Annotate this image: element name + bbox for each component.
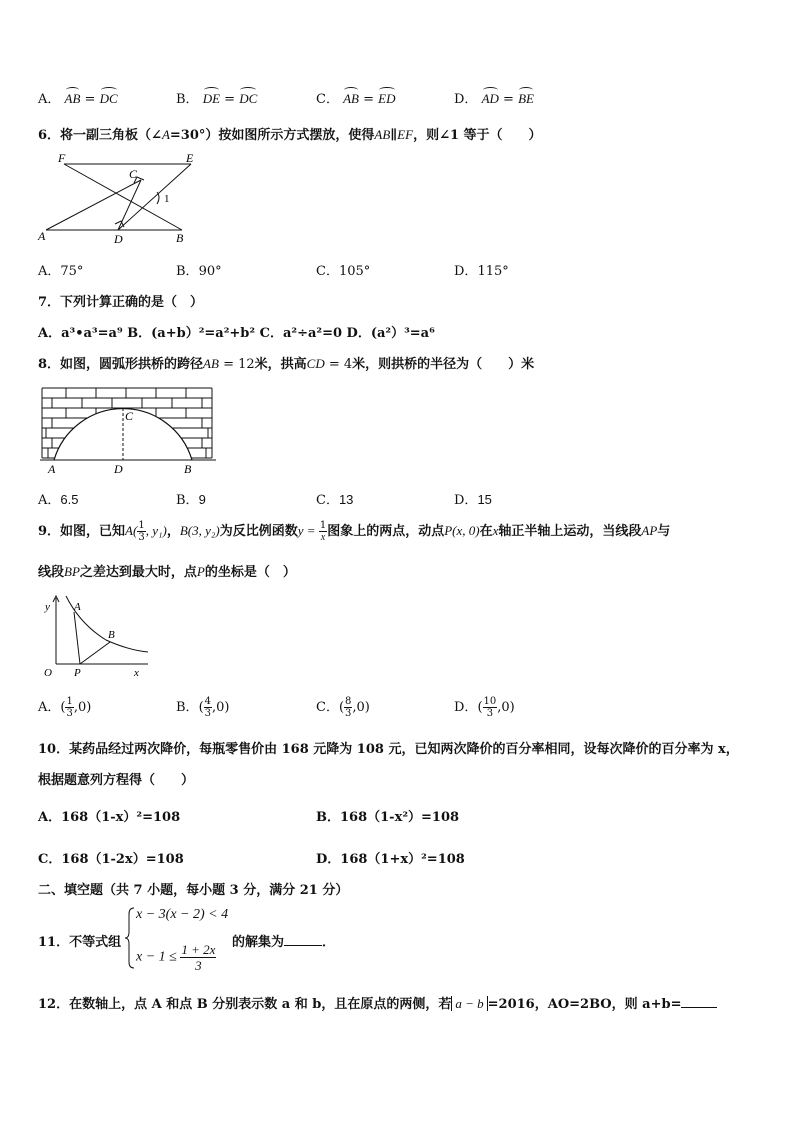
math-var: A xyxy=(161,127,170,142)
q5-option-c[interactable]: C． AB = ED xyxy=(316,91,396,107)
option-text: 168（1-x²）=108 xyxy=(340,810,460,825)
stem-text: 图象上的两点，动点 xyxy=(327,524,445,539)
arc-lhs: AB xyxy=(343,91,359,106)
label-c: C xyxy=(129,167,138,181)
option-text: 115° xyxy=(477,264,509,279)
label-d: D xyxy=(114,232,123,246)
option-label: B． xyxy=(176,700,199,715)
fraction xyxy=(137,520,145,543)
q10-option-a[interactable] xyxy=(38,806,180,825)
frac-num: 1 xyxy=(66,696,73,707)
option-label: B． xyxy=(176,264,199,279)
arc-rhs: DC xyxy=(239,91,258,106)
math-var: EF xyxy=(397,127,414,142)
label-b: B xyxy=(184,462,192,476)
q8-option-c[interactable] xyxy=(316,489,353,508)
math-var: AB xyxy=(374,127,391,142)
option-label: A． xyxy=(38,264,61,279)
q11-suffix xyxy=(232,931,335,950)
q7-stem: 7．下列计算正确的是（ ） xyxy=(38,295,204,310)
frac-num: 1 + 2x xyxy=(181,942,216,957)
arc-rhs: BE xyxy=(518,91,534,106)
option-label: B． xyxy=(176,493,199,508)
q6-option-b[interactable] xyxy=(176,260,222,279)
q10-stem-line2: 根据题意列方程得（ ） xyxy=(38,773,195,788)
label-p: P xyxy=(74,667,81,679)
option-label: D． xyxy=(454,493,478,508)
label-a: A xyxy=(38,229,46,243)
coord-tail: ,0) xyxy=(497,700,515,715)
label-f: F xyxy=(58,151,66,165)
q9-option-c[interactable]: C．( $\frac{8}{3}$ ,0) xyxy=(316,696,370,719)
stem-text: 轴正半轴上运动，当线段 xyxy=(498,524,642,539)
coord-tail: ,0) xyxy=(352,700,370,715)
stem-text: 的坐标是（ ） xyxy=(204,565,296,580)
label-y: y xyxy=(45,601,50,613)
stem-text: 线段 xyxy=(38,565,65,580)
q8-option-d[interactable] xyxy=(454,489,492,508)
label-x: x xyxy=(134,667,139,679)
brace-icon xyxy=(124,906,136,970)
arc-lhs: AB xyxy=(64,91,81,106)
option-label: D． xyxy=(454,264,478,279)
q5-option-a[interactable]: A． AB = DC xyxy=(38,91,118,107)
q5-option-b[interactable]: B． DE = DC xyxy=(176,91,258,107)
math-var: AB xyxy=(203,356,219,371)
stem-text: 米，拱高 xyxy=(254,357,307,372)
q12-stem xyxy=(38,993,717,1012)
q9-option-b[interactable]: B．( $\frac{4}{3}$ ,0) xyxy=(176,696,230,719)
stem-text: 8．如图，圆弧形拱桥的跨径 xyxy=(38,357,204,372)
frac-den: 3 xyxy=(138,532,145,543)
option-label: C． xyxy=(316,493,339,508)
stem-text: 在 xyxy=(479,524,493,539)
stem-text: =2016，AO=2BO，则 a+b= xyxy=(487,997,682,1012)
frac-num: 1 xyxy=(319,520,327,531)
option-label: C． xyxy=(316,264,339,279)
frac-den: x xyxy=(320,532,326,543)
math-var: x xyxy=(492,523,499,538)
option-label: B． xyxy=(316,810,340,825)
option-label: A． xyxy=(38,92,61,107)
stem-text: 之差达到最大时，点 xyxy=(79,565,197,580)
math-var: A xyxy=(125,523,133,538)
q6-option-a[interactable] xyxy=(38,260,83,279)
parallel-symbol: ∥ xyxy=(390,128,398,143)
frac-den: 3 xyxy=(345,708,352,719)
q9-stem-line2 xyxy=(38,561,296,580)
option-text: 168（1-x）²=108 xyxy=(61,810,181,825)
q11-prefix: 11．不等式组 xyxy=(38,935,122,950)
q9-stem-line1: 9．如图，已知A( $\frac{1}{3}$ , y₁)，B(3, y₂)为反比例函数y = $\frac{1}{x}$ 图象上的两点，动点P(x, 0)在x轴正半轴上运动，当线段AP与 xyxy=(38,520,671,543)
option-label: A． xyxy=(38,700,61,715)
option-text: 90° xyxy=(198,264,222,279)
label-c: C xyxy=(125,409,134,423)
math-expr: P(x, 0) xyxy=(444,523,480,538)
label-b: B xyxy=(108,629,115,641)
option-label: D． xyxy=(454,700,478,715)
q10-option-d[interactable] xyxy=(316,848,465,867)
option-label: A． xyxy=(38,493,61,508)
math-expr: y = xyxy=(297,523,319,538)
q9-graph-figure xyxy=(36,592,156,682)
q9-option-a[interactable]: A．( $\frac{1}{3}$ ,0) xyxy=(38,696,92,719)
stem-text: 米，则拱桥的半径为（ ）米 xyxy=(352,357,535,372)
option-label: C． xyxy=(38,852,62,867)
option-text: 9 xyxy=(198,492,206,507)
math-value: = 4 xyxy=(324,357,353,372)
math-var: P xyxy=(196,564,205,579)
arc-rhs: DC xyxy=(99,91,118,106)
label-a: A xyxy=(48,462,56,476)
q8-stem xyxy=(38,353,534,372)
option-label: B． xyxy=(176,92,199,107)
label-b: B xyxy=(176,231,184,245)
arc-lhs: DE xyxy=(202,91,221,106)
q8-option-b[interactable] xyxy=(176,489,206,508)
q10-option-b[interactable] xyxy=(316,806,459,825)
q8-option-a[interactable] xyxy=(38,489,78,508)
math-expr: , y₁) xyxy=(145,523,167,538)
math-var: AP xyxy=(641,523,658,538)
q5-option-d[interactable]: D． AD = BE xyxy=(454,91,534,107)
option-text: 105° xyxy=(338,264,371,279)
frac-den: 3 xyxy=(195,958,202,973)
option-label: A． xyxy=(38,810,62,825)
frac-num: 1 xyxy=(138,520,145,531)
q9-option-d[interactable]: D．( $\frac{10}{3}$ ,0) xyxy=(454,696,515,719)
frac-num: 8 xyxy=(345,696,352,707)
stem-text: ，则∠1 等于（ ） xyxy=(413,128,542,143)
option-text: 168（1+x）²=108 xyxy=(340,852,465,867)
option-text: 6.5 xyxy=(60,492,79,507)
section-title: 二、填空题（共 7 小题，每小题 3 分，满分 21 分） xyxy=(38,883,349,898)
q6-option-c[interactable] xyxy=(316,260,370,279)
label-o: O xyxy=(44,667,52,679)
stem-text: 12．在数轴上，点 A 和点 B 分别表示数 a 和 b，且在原点的两侧，若 xyxy=(38,997,452,1012)
stem-text: 的解集为 xyxy=(232,935,285,950)
option-label: C． xyxy=(316,92,339,107)
option-text: 168（1-2x）=108 xyxy=(61,852,184,867)
stem-text: 9．如图，已知 xyxy=(38,524,126,539)
q7-options[interactable]: A．a³•a³=a⁹ B．(a+b）²=a²+b² C．a²÷a²=0 D．(a²）³=a⁶ xyxy=(38,326,435,341)
option-label: C． xyxy=(316,700,339,715)
q8-bridge-figure xyxy=(36,382,220,478)
math-value: = 12 xyxy=(218,357,255,372)
option-label: D． xyxy=(454,92,478,107)
q6-option-d[interactable] xyxy=(454,260,509,279)
label-e: E xyxy=(186,151,194,165)
label-a: A xyxy=(74,601,81,613)
answer-blank[interactable] xyxy=(681,1007,717,1008)
abs-expression: a − b xyxy=(451,996,487,1011)
frac-den: 3 xyxy=(486,708,494,719)
math-expr: B(3, y₂) xyxy=(179,523,220,538)
arc-rhs: ED xyxy=(378,91,396,106)
option-text: 75° xyxy=(60,264,84,279)
q11-inequality-2 xyxy=(136,942,216,973)
stem-text: 与 xyxy=(657,524,671,539)
stem-text: 为反比例函数 xyxy=(219,524,298,539)
frac-den: 3 xyxy=(204,708,212,719)
option-text: 13 xyxy=(338,492,354,507)
q10-option-c[interactable] xyxy=(38,848,184,867)
math-var: BP xyxy=(64,564,80,579)
answer-blank[interactable] xyxy=(284,945,322,946)
option-text: 15 xyxy=(477,492,492,507)
label-angle-1: 1 xyxy=(164,193,170,205)
stem-text: 6．将一副三角板（∠ xyxy=(38,128,162,143)
stem-text: ． xyxy=(322,935,336,950)
q11-inequality-1: x − 3(x − 2) < 4 xyxy=(136,907,229,922)
label-d: D xyxy=(114,462,123,476)
frac-den: 3 xyxy=(66,708,73,719)
stem-text: =30°）按如图所示方式摆放，使得 xyxy=(169,128,375,143)
frac-num: 4 xyxy=(204,696,212,707)
q6-figure xyxy=(36,150,206,246)
frac-num: 10 xyxy=(483,696,497,707)
option-label: D． xyxy=(316,852,341,867)
q10-stem-line1: 10．某药品经过两次降价，每瓶零售价由 168 元降为 108 元，已知两次降价的百分率相同，设每次降价的百分率为 x， xyxy=(38,742,739,757)
fraction xyxy=(319,520,327,543)
stem-text: ， xyxy=(166,524,180,539)
ineq-left: x − 1 ≤ xyxy=(136,949,181,965)
q6-stem xyxy=(38,124,542,143)
math-var: CD xyxy=(306,356,325,371)
coord-tail: ,0) xyxy=(73,700,92,715)
arc-lhs: AD xyxy=(481,91,499,106)
coord-tail: ,0) xyxy=(212,700,230,715)
